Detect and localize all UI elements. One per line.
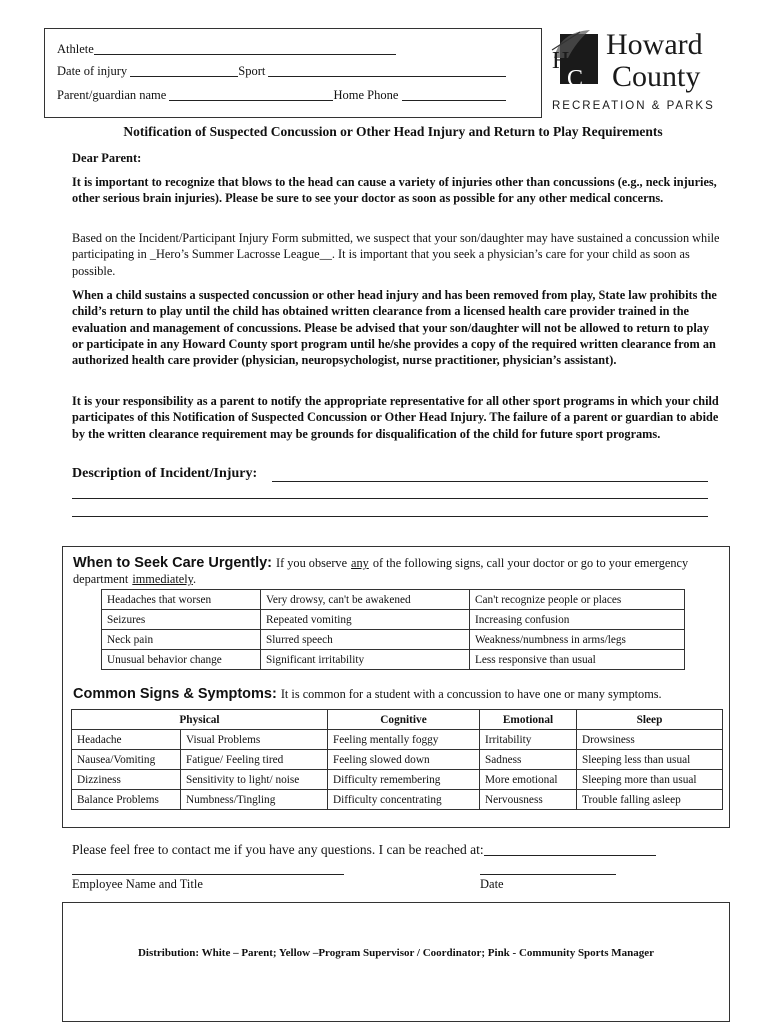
header-form-box <box>44 28 542 118</box>
description-label: Description of Incident/Injury: <box>72 466 258 481</box>
urgent-care-intro: When to Seek Care Urgently: If you observe any of the following signs, call your doctor or go to your emergency department immediately. <box>73 555 689 586</box>
svg-text:H: H <box>552 48 570 74</box>
column-header-cognitive: Cognitive <box>328 710 480 730</box>
distribution-text: Distribution: White – Parent; Yellow –Program Supervisor / Coordinator; Pink - Community Sports Manager <box>137 947 655 959</box>
document-title: Notification of Suspected Concussion or Other Head Injury and Return to Play Requirements <box>123 124 663 139</box>
date-label: Date <box>480 877 504 891</box>
date-sport-row <box>57 64 506 79</box>
table-header-row <box>72 710 723 730</box>
athlete-row <box>57 40 396 57</box>
parent-name-field[interactable] <box>169 88 333 101</box>
logo-word-howard: Howard <box>606 28 703 61</box>
contact-field[interactable] <box>484 842 656 856</box>
greeting: Dear Parent: <box>72 151 142 165</box>
table-row: Nausea/Vomiting Fatigue/ Feeling tired Feeling slowed down Sadness Sleeping less than usual <box>72 750 723 770</box>
symptoms-table <box>71 709 723 810</box>
paragraph-parent-responsibility: It is your responsibility as a parent to notify the appropriate representative for all other sport programs in which your child participates of this Notification of Suspected Concussion or Other Head Injury. The failure of a parent or guardian to abide by the written clearance requirement may be grounds for disqualification of the child for future sport programs. <box>72 394 719 441</box>
table-row: Balance Problems Numbness/Tingling Difficulty concentrating Nervousness Trouble falling asleep <box>72 790 723 810</box>
symptoms-intro: Common Signs & Symptoms: It is common for a student with a concussion to have one or many symptoms. <box>73 686 662 702</box>
column-header-sleep: Sleep <box>577 710 723 730</box>
date-of-injury-field[interactable] <box>130 64 238 77</box>
employee-signature-line[interactable] <box>72 874 344 875</box>
description-field-line-1[interactable] <box>272 481 708 482</box>
home-phone-label: Home Phone <box>333 88 399 102</box>
athlete-label: Athlete <box>57 42 94 56</box>
employee-name-title-label: Employee Name and Title <box>72 877 203 891</box>
table-row: Seizures Repeated vomiting Increasing confusion <box>102 610 685 630</box>
logo-subtitle: RECREATION & PARKS <box>552 100 715 112</box>
care-information-box <box>62 546 730 828</box>
table-row: Dizziness Sensitivity to light/ noise Difficulty remembering More emotional Sleeping more than usual <box>72 770 723 790</box>
table-row: Headaches that worsen Very drowsy, can't be awakened Can't recognize people or places <box>102 590 685 610</box>
home-phone-field[interactable] <box>402 88 506 101</box>
sport-label: Sport <box>238 64 266 78</box>
table-row: Unusual behavior change Significant irritability Less responsive than usual <box>102 650 685 670</box>
distribution-box <box>62 902 730 1022</box>
parent-phone-row <box>57 88 506 103</box>
description-field-line-2[interactable] <box>72 498 708 499</box>
table-row: Headache Visual Problems Feeling mentally foggy Irritability Drowsiness <box>72 730 723 750</box>
paragraph-suspected-concussion: Based on the Incident/Participant Injury Form submitted, we suspect that your son/daughter may have sustained a concussion while participating in _Hero’s Summer Lacrosse League__. It is important that you seek a physician’s care for your child as soon as possible. <box>72 231 720 278</box>
contact-line <box>72 842 656 858</box>
howard-county-logo <box>548 26 728 118</box>
paragraph-other-injuries: It is important to recognize that blows to the head can cause a variety of injuries other than concussions (e.g., neck injuries, other serious brain injuries). Please be sure to see your doctor as soon as possible for any other medical concerns. <box>72 175 717 206</box>
logo-word-county: County <box>612 60 701 93</box>
hc-monogram-icon <box>550 28 602 90</box>
date-of-injury-label: Date of injury <box>57 64 128 78</box>
paragraph-state-law: When a child sustains a suspected concussion or other head injury and has been removed from play, State law prohibits the child’s return to play until the child has obtained written clearance from a licensed health care provider trained in the evaluation and management of concussions. Please be advised that your son/daughter will not be allowed to return to play or participate in any Howard County sport program until he/she provides a copy of the required written clearance from an authorized health care provider (physician, neuropsychologist, nurse practitioner, physician’s assistant). <box>72 288 717 368</box>
column-header-physical: Physical <box>72 710 328 730</box>
urgent-signs-table <box>101 589 685 670</box>
date-signature-line[interactable] <box>480 874 616 875</box>
symptoms-heading: Common Signs & Symptoms: <box>73 686 277 702</box>
svg-text:C: C <box>567 66 584 90</box>
contact-text: Please feel free to contact me if you have any questions. I can be reached at: <box>72 842 484 857</box>
urgent-care-heading: When to Seek Care Urgently: <box>73 555 273 571</box>
parent-name-label: Parent/guardian name <box>57 88 167 102</box>
description-field-line-3[interactable] <box>72 516 708 517</box>
table-row: Neck pain Slurred speech Weakness/numbness in arms/legs <box>102 630 685 650</box>
column-header-emotional: Emotional <box>480 710 577 730</box>
athlete-field[interactable] <box>94 42 396 55</box>
sport-field[interactable] <box>268 64 506 77</box>
